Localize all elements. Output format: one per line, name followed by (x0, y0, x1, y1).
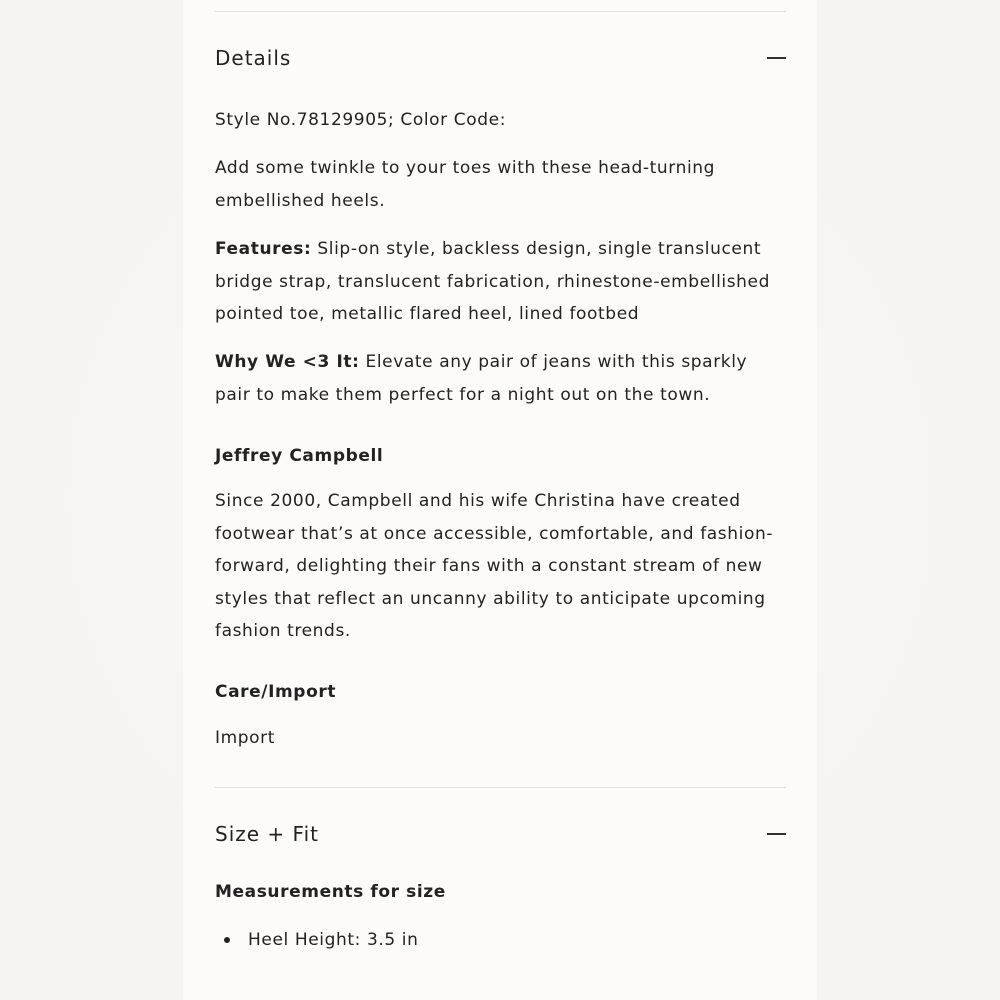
care-text: Import (215, 728, 276, 748)
why-we-love-it-paragraph (215, 346, 786, 411)
size-fit-section-header[interactable] (215, 814, 786, 854)
features-label: Features: (215, 239, 312, 259)
measurements-heading: Measurements for size (215, 882, 446, 902)
list-item (215, 930, 786, 950)
why-label: Why We <3 It: (215, 352, 360, 372)
care-heading: Care/Import (215, 682, 337, 702)
section-divider (215, 787, 786, 788)
details-title: Details (215, 46, 292, 70)
collapse-minus-icon[interactable] (767, 827, 786, 841)
product-accordion (215, 0, 786, 1000)
bullet-icon (224, 937, 230, 943)
collapse-minus-icon[interactable] (767, 51, 786, 65)
style-number: Style No.78129905; Color Code: (215, 110, 507, 130)
why-text: Elevate any pair of jeans with this sparkly pair to make them perfect for a night out on the town. (215, 352, 748, 405)
features-paragraph (215, 233, 786, 331)
size-fit-title: Size + Fit (215, 822, 319, 846)
features-text: Slip-on style, backless design, single translucent bridge strap, translucent fabrication, rhinestone-embellished pointed toe, metallic flared heel, lined footbed (215, 239, 770, 324)
product-description: Add some twinkle to your toes with these head-turning embellished heels. (215, 158, 716, 211)
details-section-header[interactable] (215, 38, 786, 78)
brand-name: Jeffrey Campbell (215, 446, 384, 466)
brand-bio: Since 2000, Campbell and his wife Christina have created footwear that’s at once accessible, comfortable, and fashion-forward, delighting their fans with a constant stream of new styles that reflect an uncanny ability to anticipate upcoming fashion trends. (215, 491, 774, 641)
heel-height: Heel Height: 3.5 in (248, 930, 419, 950)
top-divider (215, 11, 786, 12)
